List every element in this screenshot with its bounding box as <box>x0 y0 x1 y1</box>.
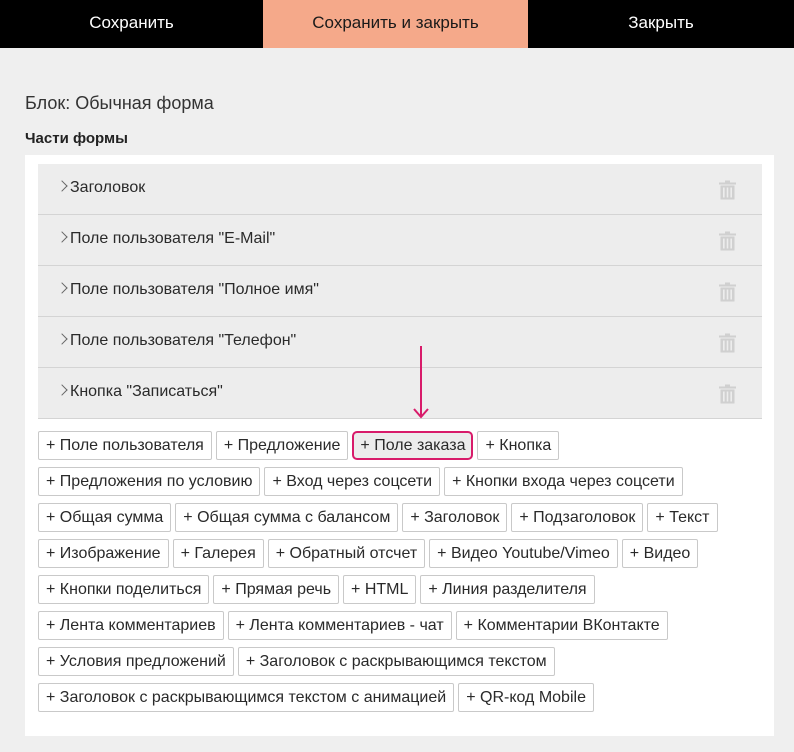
form-part-row[interactable] <box>38 215 762 266</box>
trash-icon[interactable] <box>719 282 736 302</box>
form-part-label: Поле пользователя "E-Mail" <box>70 230 276 247</box>
form-parts-list <box>38 164 762 419</box>
add-part-button[interactable]: + Изображение <box>38 539 169 568</box>
trash-icon[interactable] <box>719 180 736 200</box>
chevron-right-icon <box>56 282 67 293</box>
add-part-button[interactable]: + Подзаголовок <box>511 503 643 532</box>
close-button[interactable]: Закрыть <box>628 13 694 32</box>
trash-icon[interactable] <box>719 333 736 353</box>
add-part-button[interactable]: + Обратный отсчет <box>268 539 425 568</box>
form-part-row[interactable] <box>38 164 762 215</box>
form-part-label: Поле пользователя "Полное имя" <box>70 281 319 298</box>
chevron-right-icon <box>56 384 67 395</box>
form-part-row[interactable] <box>38 266 762 317</box>
chevron-right-icon <box>56 180 67 191</box>
add-part-button[interactable]: + Видео Youtube/Vimeo <box>429 539 618 568</box>
chevron-right-icon <box>56 231 67 242</box>
add-part-button[interactable]: + Поле заказа <box>352 431 473 460</box>
form-part-row[interactable] <box>38 317 762 368</box>
chevron-right-icon <box>56 333 67 344</box>
add-part-button[interactable]: + QR-код Mobile <box>458 683 594 712</box>
trash-icon[interactable] <box>719 384 736 404</box>
form-part-label: Поле пользователя "Телефон" <box>70 332 297 349</box>
page-title: Блок: Обычная форма <box>25 93 214 113</box>
add-part-button[interactable]: + Галерея <box>173 539 264 568</box>
form-part-label: Заголовок <box>70 179 146 196</box>
add-part-button[interactable]: + HTML <box>343 575 416 604</box>
add-part-button[interactable]: + Прямая речь <box>213 575 339 604</box>
save-button[interactable]: Сохранить <box>89 13 174 32</box>
form-part-label: Кнопка "Записаться" <box>70 383 223 400</box>
add-part-button[interactable]: + Общая сумма с балансом <box>175 503 398 532</box>
add-part-button[interactable]: + Заголовок с раскрывающимся текстом с анимацией <box>38 683 454 712</box>
save-and-close-button[interactable]: Сохранить и закрыть <box>263 0 528 48</box>
add-part-button[interactable]: + Линия разделителя <box>420 575 594 604</box>
add-part-button[interactable]: + Заголовок <box>402 503 507 532</box>
down-arrow-icon <box>413 346 429 420</box>
add-part-button[interactable]: + Поле пользователя <box>38 431 212 460</box>
add-part-button[interactable]: + Лента комментариев <box>38 611 224 640</box>
add-part-button[interactable]: + Видео <box>622 539 699 568</box>
add-part-button[interactable]: + Текст <box>647 503 717 532</box>
trash-icon[interactable] <box>719 231 736 251</box>
add-part-button[interactable]: + Предложения по условию <box>38 467 260 496</box>
form-parts-heading: Части формы <box>25 130 128 147</box>
top-toolbar <box>0 0 794 48</box>
add-part-button[interactable]: + Кнопки входа через соцсети <box>444 467 683 496</box>
add-part-button[interactable]: + Комментарии ВКонтакте <box>456 611 668 640</box>
add-part-button[interactable]: + Вход через соцсети <box>264 467 440 496</box>
add-part-button[interactable]: + Заголовок с раскрывающимся текстом <box>238 647 555 676</box>
form-part-row[interactable] <box>38 368 762 419</box>
add-part-buttons <box>38 431 762 712</box>
add-part-button[interactable]: + Предложение <box>216 431 349 460</box>
add-part-button[interactable]: + Кнопка <box>477 431 559 460</box>
add-part-button[interactable]: + Кнопки поделиться <box>38 575 209 604</box>
add-part-button[interactable]: + Общая сумма <box>38 503 171 532</box>
add-part-button[interactable]: + Условия предложений <box>38 647 234 676</box>
add-part-button[interactable]: + Лента комментариев - чат <box>228 611 452 640</box>
